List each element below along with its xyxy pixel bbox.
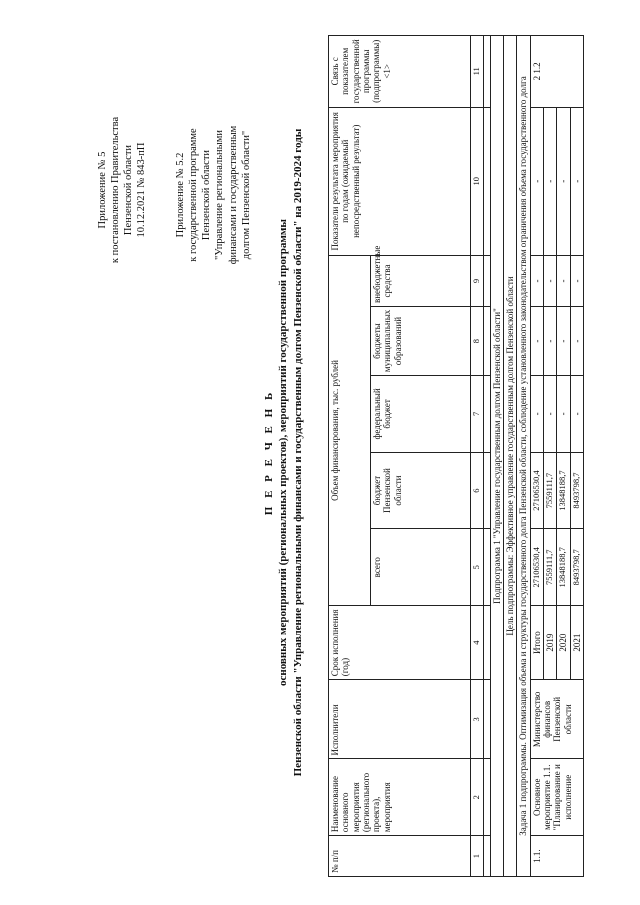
spacer-row: [483, 36, 490, 877]
row-offbudget: -: [544, 255, 557, 306]
row-offbudget: -: [530, 255, 543, 306]
row-federal: -: [557, 376, 570, 453]
row-offbudget: -: [570, 255, 583, 306]
appendix-program-line5: финансами и государственным: [227, 125, 239, 265]
column-number: 2: [471, 759, 484, 836]
row-total: 8493798,7: [570, 529, 583, 606]
table-row: [530, 36, 543, 877]
header-federal: федеральный бюджет: [371, 376, 471, 453]
row-term: Итого: [530, 606, 543, 680]
appendix-program-block: [174, 90, 253, 300]
row-total: 7559111,7: [544, 529, 557, 606]
title-line2: основных мероприятий (региональных проектов), мероприятий государственной программы: [277, 218, 290, 687]
header-executor: Исполнители: [329, 680, 471, 759]
title-line3: Пензенской области "Управление региональными финансами и государственным долгом Пензенской области" на 2019-2024 годы: [291, 128, 304, 777]
header-offbudget: внебюджетные средства: [371, 255, 471, 306]
column-number: 5: [471, 529, 484, 606]
header-regional: бюджет Пензенской области: [371, 452, 471, 529]
subprogram-row: Подпрограмма 1 "Управление государственным долгом Пензенской области": [490, 36, 503, 877]
header-num: № п/п: [329, 836, 471, 877]
measures-table: [328, 35, 584, 877]
row-municipal: -: [544, 307, 557, 376]
column-number-row: [471, 36, 484, 877]
row-result: -: [570, 107, 583, 255]
appendix-program-line4: "Управление региональными: [214, 130, 226, 260]
column-number: 11: [471, 36, 484, 108]
header-result: Показатели результата мероприятия по годам (ожидаемый непосредственный результат): [329, 107, 471, 255]
row-municipal: -: [530, 307, 543, 376]
row-regional: 13848188,7: [557, 452, 570, 529]
goal-row: Цель подпрограммы: Эффективное управление государственным долгом Пензенской области: [504, 36, 517, 877]
row-term: 2021: [570, 606, 583, 680]
row-total: 27106530,4: [530, 529, 543, 606]
appendix-main-line2: к постановлению Правительства: [110, 116, 122, 264]
header-name: Наименование основного мероприятия (регионального проекта), мероприятия: [329, 759, 471, 836]
row-result: -: [544, 107, 557, 255]
appendix-main-line3: Пензенской области: [123, 144, 135, 236]
column-number: 4: [471, 606, 484, 680]
appendix-main-line4: 10.12.2021 № 843-пП: [136, 142, 148, 238]
row-municipal: -: [557, 307, 570, 376]
header-total: всего: [371, 529, 471, 606]
header-link: Связь с показателем государственной программы (подпрограммы) <1>: [329, 36, 471, 108]
appendix-program-line6: долгом Пензенской области": [240, 130, 252, 260]
appendix-program-line3: Пензенской области: [201, 149, 213, 241]
task-row: Задача 1 подпрограммы. Оптимизация объема и структуры государственного долга Пензенской области, соблюдение установленного законодательством ограничения объема государственного долга: [517, 36, 530, 877]
row-result: -: [557, 107, 570, 255]
document-title: [262, 60, 305, 845]
measure-executor: Министерство финансов Пензенской области: [530, 680, 583, 759]
measure-name: Основное мероприятие 1.1. "Планирование и исполнение: [530, 759, 583, 836]
header-term: Срок исполнения (год): [329, 606, 471, 680]
measure-link: 2 1.2: [530, 36, 583, 108]
row-result: -: [530, 107, 543, 255]
row-term: 2019: [544, 606, 557, 680]
header-funding: Объем финансирования, тыс. рублей: [329, 255, 371, 605]
row-offbudget: -: [557, 255, 570, 306]
header-municipal: бюджеты муниципальных образований: [371, 307, 471, 376]
column-number: 3: [471, 680, 484, 759]
appendix-main-line1: Приложение № 5: [97, 151, 108, 229]
row-federal: -: [570, 376, 583, 453]
column-number: 9: [471, 255, 484, 306]
row-federal: -: [544, 376, 557, 453]
appendix-program-line1: Приложение № 5.2: [175, 152, 186, 238]
appendix-main-block: [96, 90, 149, 290]
measure-num: 1.1.: [530, 836, 583, 877]
column-number: 10: [471, 107, 484, 255]
row-municipal: -: [570, 307, 583, 376]
row-total: 13848188,7: [557, 529, 570, 606]
row-term: 2020: [557, 606, 570, 680]
row-federal: -: [530, 376, 543, 453]
column-number: 7: [471, 376, 484, 453]
row-regional: 7559111,7: [544, 452, 557, 529]
appendix-program-line2: к государственной программе: [188, 128, 200, 262]
title-heading: П Е Р Е Ч Е Н Ь: [263, 389, 275, 516]
column-number: 1: [471, 836, 484, 877]
column-number: 6: [471, 452, 484, 529]
column-number: 8: [471, 307, 484, 376]
row-regional: 27106530,4: [530, 452, 543, 529]
row-regional: 8493798,7: [570, 452, 583, 529]
